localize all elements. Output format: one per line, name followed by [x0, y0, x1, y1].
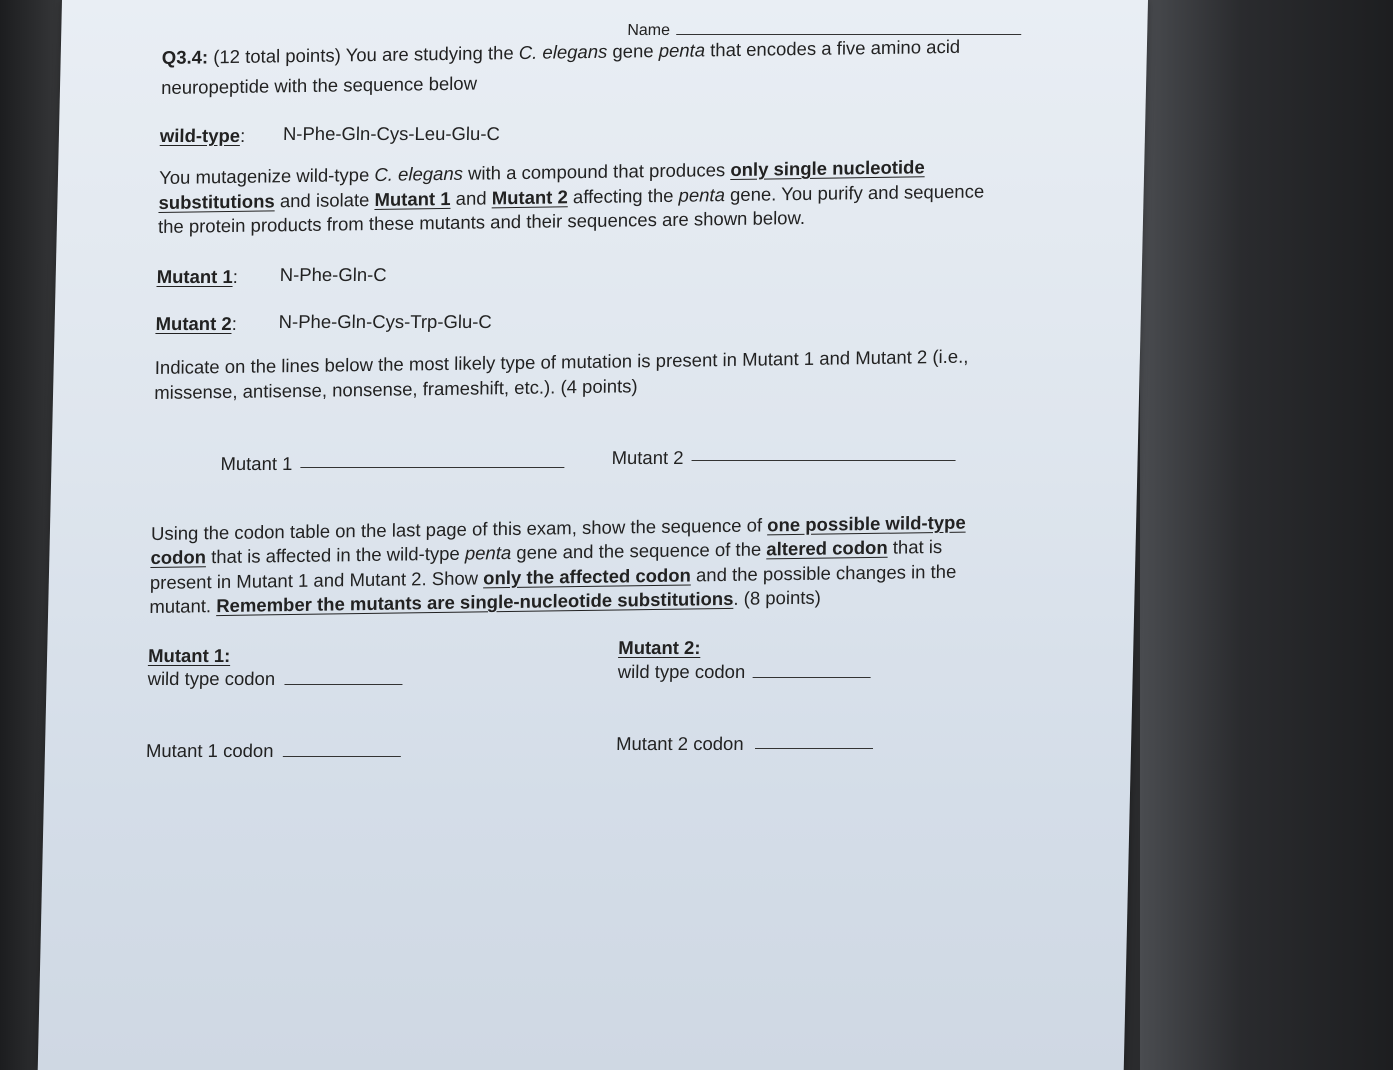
question-intro-line2: neuropeptide with the sequence below — [161, 72, 478, 98]
mutagenize-line3: the protein products from these mutants and their sequences are shown below. — [157, 206, 806, 237]
type-mutant2-label: Mutant 2 — [611, 447, 684, 468]
mutant1-row: Mutant 1: — [156, 266, 239, 287]
wildtype-row: wild-type: — [159, 125, 246, 146]
background-right — [1140, 0, 1393, 1070]
mutant2-codon-line[interactable] — [755, 748, 873, 749]
codon-question-line4: mutant. Remember the mutants are single-nucleotide substitutions. (8 points) — [149, 586, 821, 617]
mutant1-codon-line[interactable] — [283, 756, 401, 757]
mutant2-answer-heading: Mutant 2: — [618, 637, 701, 658]
wildtype-label: wild-type — [159, 125, 241, 146]
mutant1-codon-label: Mutant 1 codon — [145, 740, 274, 761]
name-label: Name — [627, 22, 671, 39]
indicate-line1: Indicate on the lines below the most likely type of mutation is present in Mutant 1 and Mutant 2 (i.e., — [154, 345, 969, 378]
type-mutant2-answer-line[interactable] — [692, 460, 956, 461]
type-mutant1-answer-line[interactable] — [300, 467, 564, 468]
wildtype-sequence: N-Phe-Gln-Cys-Leu-Glu-C — [282, 123, 501, 144]
codon-question-line3: present in Mutant 1 and Mutant 2. Show only the affected codon and the possible changes in the — [149, 560, 957, 593]
mutant2-row: Mutant 2: — [155, 313, 238, 334]
mutant1-label: Mutant 1 — [156, 266, 234, 287]
mutant2-codon-label: Mutant 2 codon — [615, 733, 744, 754]
question-intro: Q3.4: (12 total points) You are studying the C. elegans gene penta that encodes a five amino acid — [161, 35, 961, 68]
mutant1-wt-codon-label: wild type codon — [147, 668, 276, 689]
mutant1-sequence: N-Phe-Gln-C — [279, 264, 387, 285]
mutant2-sequence: N-Phe-Gln-Cys-Trp-Glu-C — [278, 311, 493, 332]
mutant1-answer-heading: Mutant 1: — [147, 645, 231, 666]
mutagenize-line2: substitutions and isolate Mutant 1 and Mutant 2 affecting the penta gene. You purify and sequence — [158, 180, 985, 213]
mutant2-wt-codon-label: wild type codon — [617, 661, 746, 682]
codon-question-line1: Using the codon table on the last page of this exam, show the sequence of one possible wild-type — [150, 511, 966, 544]
name-answer-line[interactable] — [676, 34, 1021, 35]
type-mutant1-label: Mutant 1 — [220, 453, 293, 474]
mutant1-wt-codon-line[interactable] — [284, 684, 402, 685]
codon-question-line2: codon that is affected in the wild-type penta gene and the sequence of the altered codon that is — [150, 535, 943, 568]
mutagenize-line1: You mutagenize wild-type C. elegans with a compound that produces only single nucleotide — [159, 156, 925, 188]
mutant2-label: Mutant 2 — [155, 313, 232, 334]
mutant2-wt-codon-line[interactable] — [753, 677, 871, 678]
indicate-line2: missense, antisense, nonsense, frameshift, etc.). (4 points) — [154, 375, 638, 403]
exam-page — [38, 0, 1148, 1070]
